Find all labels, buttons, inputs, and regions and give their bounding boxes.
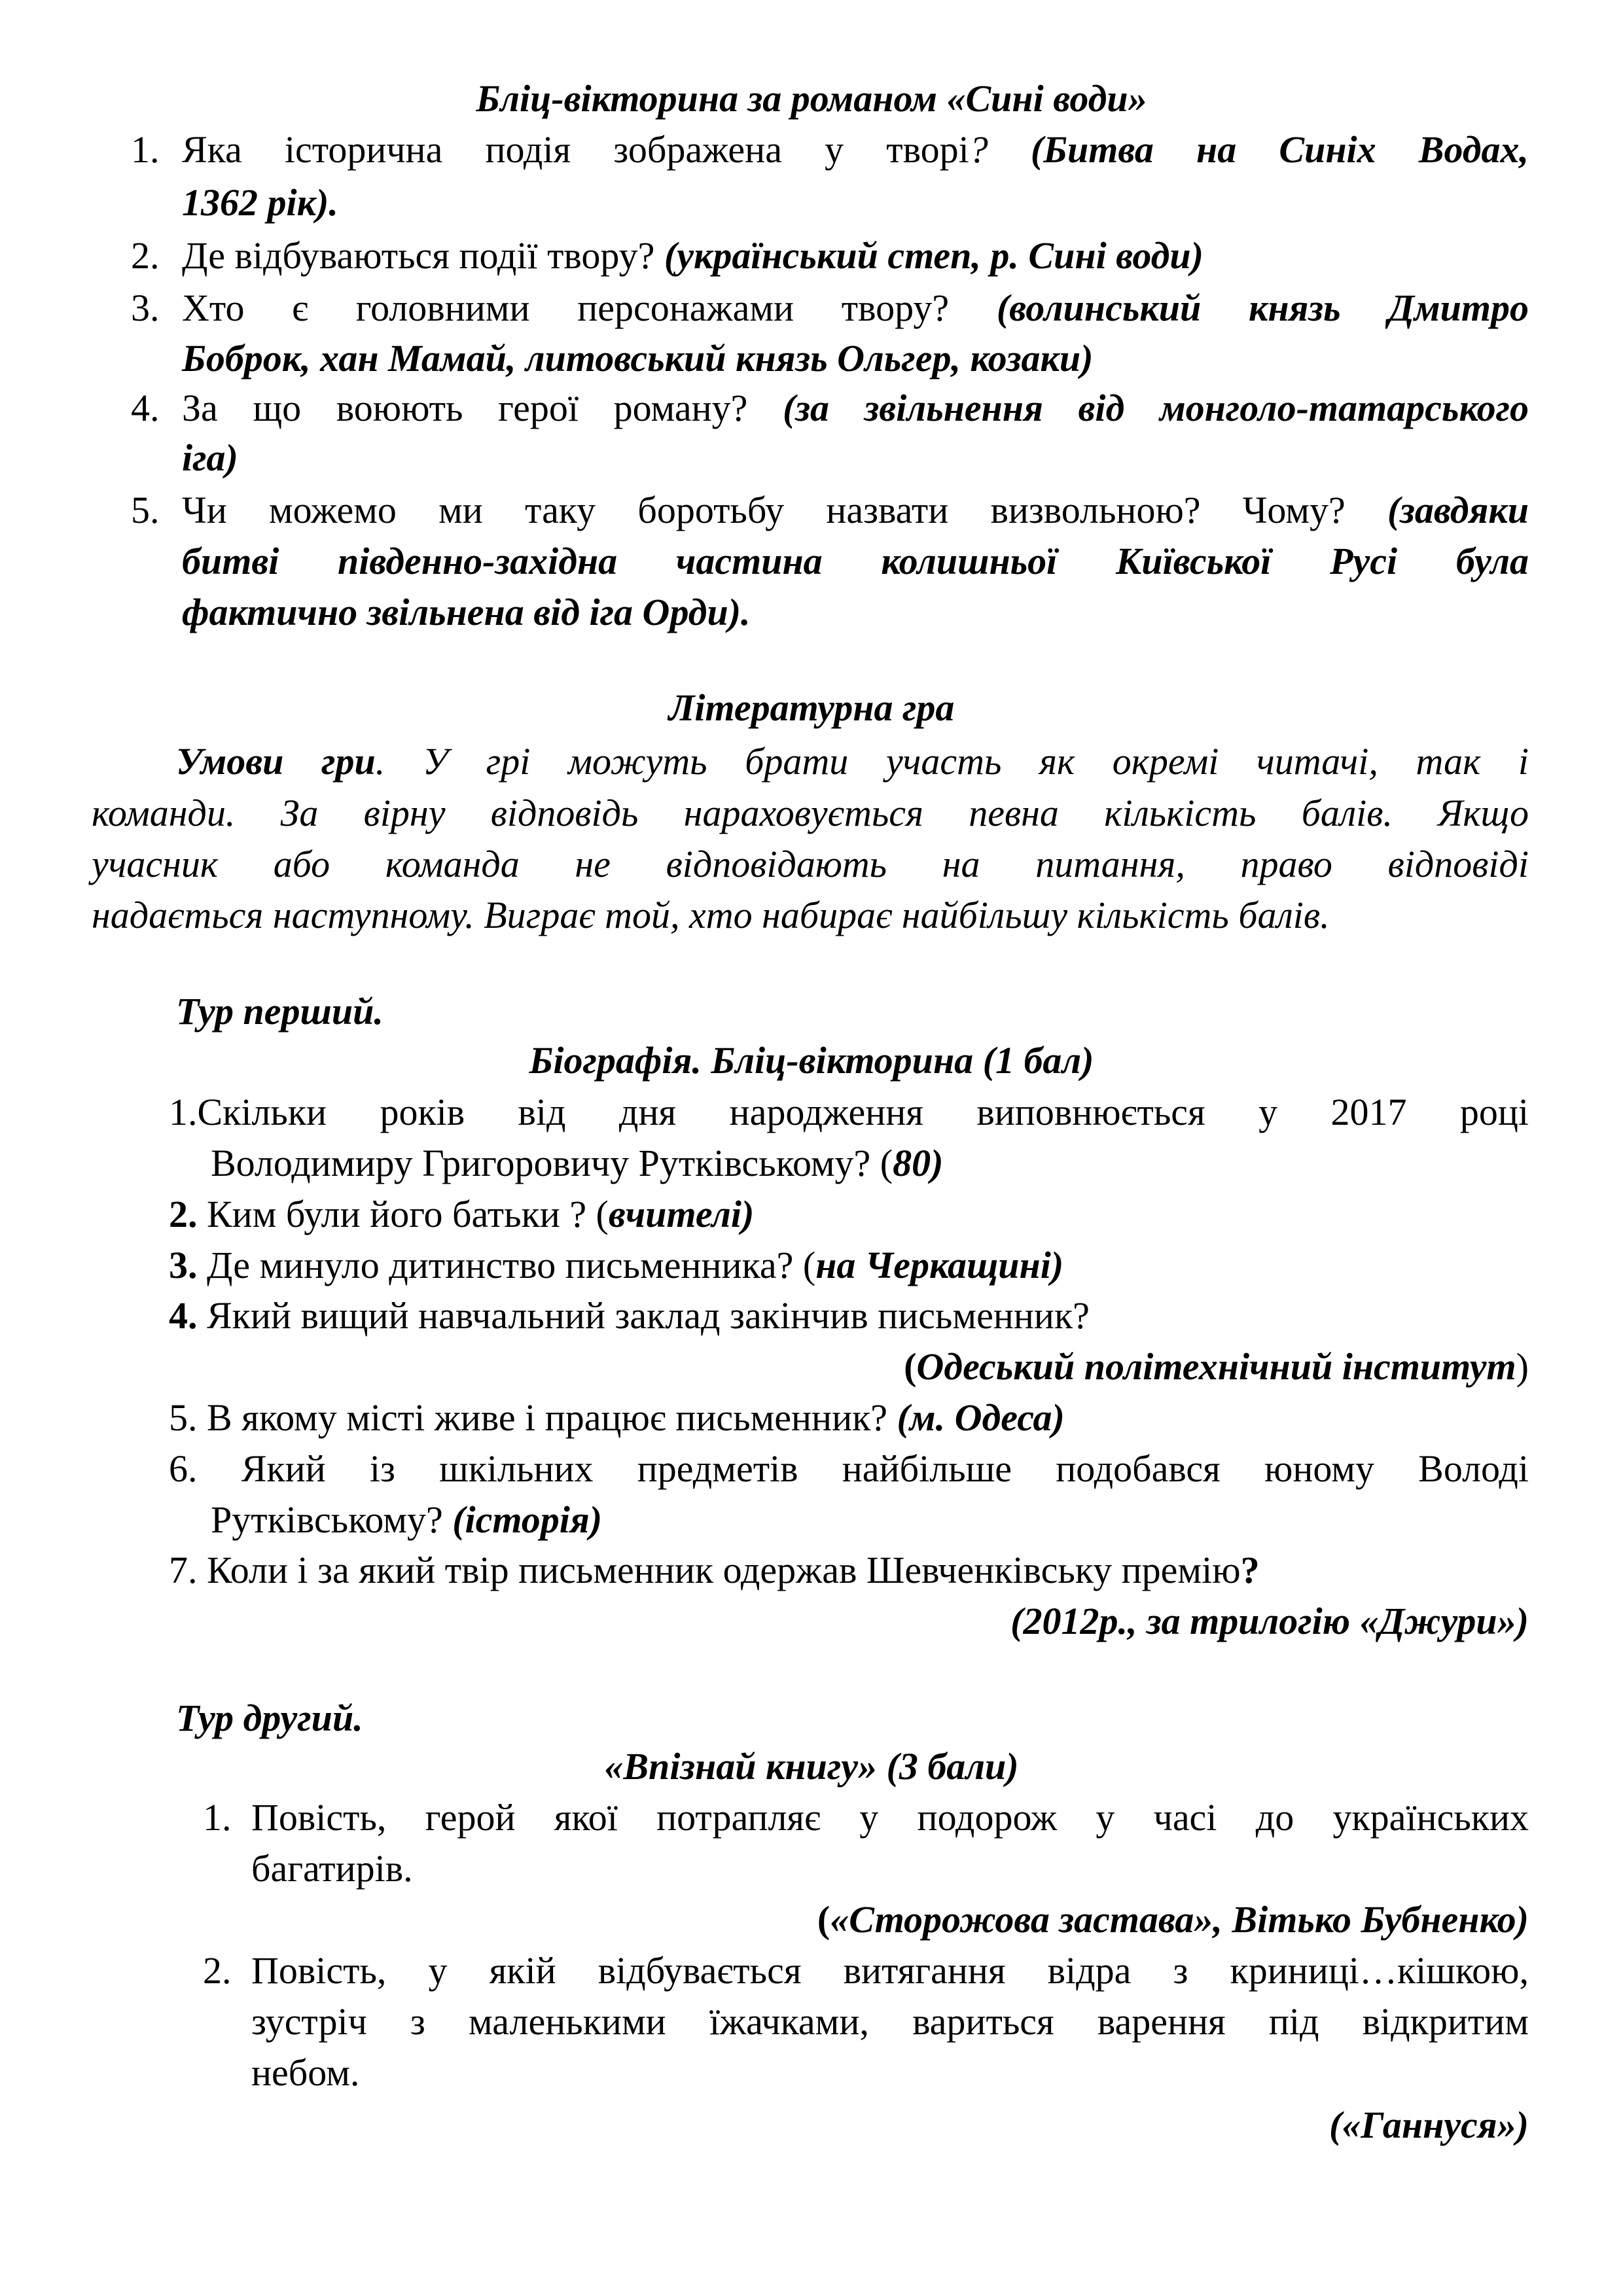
round1-q1-cont bbox=[211, 1140, 943, 1187]
round1-q2 bbox=[169, 1191, 754, 1238]
game-rules-line-1 bbox=[176, 738, 1529, 785]
round2-item-2-answer: («Ганнуся») bbox=[1329, 2104, 1529, 2146]
round1-q4 bbox=[169, 1292, 1090, 1339]
quiz-answer: (за звільнення від монголо-татарського bbox=[783, 387, 1529, 429]
quiz-item-1 bbox=[182, 126, 1529, 173]
quiz-question: Хто є головними персонажами твору? bbox=[182, 287, 950, 329]
q-text: Де минуло дитинство письменника? ( bbox=[207, 1244, 816, 1286]
quiz-answer-cont: битві південно-західна частина колишньої Київської Русі була bbox=[182, 540, 1529, 582]
q-answer: вчителі) bbox=[608, 1193, 755, 1235]
round2-item-1-cont: багатирів. bbox=[251, 1847, 413, 1890]
q-answer: 80) bbox=[893, 1142, 944, 1184]
round2-item-2-cont: небом. bbox=[251, 2051, 360, 2094]
quiz-answer: (український степ, р. Сині води) bbox=[664, 234, 1204, 277]
quiz-item-num: 2. bbox=[131, 234, 160, 277]
round1-q3 bbox=[169, 1242, 1063, 1289]
quiz-item-4 bbox=[182, 385, 1529, 432]
round2-item-1: Повість, герой якої потрапляє у подорож у часі до українських bbox=[251, 1796, 1529, 1839]
game-rules-line-2: команди. За вірну відповідь нараховується певна кількість балів. Якщо bbox=[92, 792, 1529, 834]
quiz-question: Яка історична подія зображена у творі bbox=[182, 128, 969, 171]
quiz-item-3 bbox=[182, 285, 1529, 332]
round2-item-2-cont: зустріч з маленькими їжачками, вариться варення під відкритим bbox=[251, 2000, 1529, 2043]
q-text: Скільки років від дня народження виповнюється у 2017 році bbox=[197, 1091, 1529, 1133]
quiz-item-num: 3. bbox=[131, 287, 160, 329]
question-mark: ? bbox=[969, 128, 988, 171]
quiz-answer-cont: Боброк, хан Мамай, литовський князь Ольгер, козаки) bbox=[182, 337, 1094, 380]
quiz-answer: (Битва на Синіх Водах, bbox=[1030, 128, 1529, 171]
quiz-answer: (завдяки bbox=[1387, 489, 1529, 531]
round2-item-2: Повість, у якій відбувається витягання відра з криниці…кішкою, bbox=[251, 1949, 1529, 1992]
round1-q5 bbox=[169, 1394, 1065, 1441]
q-text: 7. Коли і за який твір письменник одержав Шевченківську премію bbox=[169, 1549, 1241, 1591]
question-mark: ? bbox=[1240, 1549, 1260, 1591]
q-answer: «Сторожова застава», Вітько Бубненко) bbox=[830, 1898, 1529, 1941]
q-answer: на Черкащині) bbox=[815, 1244, 1064, 1286]
quiz-item-num: 5. bbox=[131, 489, 160, 531]
quiz-question: Де відбуваються події твору? bbox=[182, 234, 655, 277]
round1-q6-cont bbox=[211, 1496, 602, 1544]
q-text: Ким були його батьки ? ( bbox=[207, 1193, 609, 1235]
paren: ( bbox=[817, 1898, 830, 1941]
round2-label: Тур другий. bbox=[176, 1697, 363, 1739]
paren: ( bbox=[904, 1345, 917, 1388]
quiz-answer-cont: фактично звільнена від іга Орди). bbox=[182, 591, 751, 633]
round2-subtitle: «Впізнай книгу» (3 бали) bbox=[604, 1745, 1019, 1788]
quiz-item-5 bbox=[182, 487, 1529, 534]
q-num: 1. bbox=[169, 1091, 198, 1133]
quiz-title: Бліц-вікторина за романом «Сині води» bbox=[476, 77, 1147, 120]
quiz-item-num: 1. bbox=[131, 128, 160, 171]
quiz-item-2 bbox=[182, 232, 1204, 279]
round2-item-num: 1. bbox=[203, 1796, 232, 1839]
q-text: Володимиру Григоровичу Рутківському? ( bbox=[211, 1142, 893, 1184]
round2-item-1-answer bbox=[92, 1896, 1529, 1943]
q-num: 3. bbox=[169, 1244, 198, 1286]
quiz-question: Чи можемо ми таку боротьбу назвати визвольною? Чому? bbox=[182, 489, 1346, 531]
rules-label: Умови гри bbox=[176, 740, 376, 783]
paren: ) bbox=[1516, 1345, 1529, 1388]
q-answer: Одеський політехнічний інститут bbox=[916, 1345, 1516, 1388]
rules-text: . У грі можуть брати участь як окремі читачі, так і bbox=[375, 740, 1529, 783]
game-rules-line-3: учасник або команда не відповідають на питання, право відповіді bbox=[92, 843, 1529, 885]
round1-label: Тур перший. bbox=[176, 990, 383, 1033]
q-text: 5. В якому місті живе і працює письменник? bbox=[169, 1396, 888, 1439]
round1-q4-answer bbox=[92, 1343, 1529, 1390]
quiz-answer-cont: іга) bbox=[182, 436, 238, 479]
q-answer: (історія) bbox=[452, 1498, 603, 1541]
q-num: 4. bbox=[169, 1294, 198, 1337]
quiz-item-num: 4. bbox=[131, 387, 160, 429]
quiz-answer: (волинський князь Дмитро bbox=[996, 287, 1529, 329]
q-answer: (м. Одеса) bbox=[897, 1396, 1065, 1439]
q-text: Який вищий навчальний заклад закінчив письменник? bbox=[207, 1294, 1090, 1337]
game-title: Літературна гра bbox=[668, 686, 955, 729]
quiz-question: За що воюють герої роману? bbox=[182, 387, 748, 429]
round2-item-num: 2. bbox=[203, 1949, 232, 1992]
round1-q7-answer: (2012р., за трилогію «Джури») bbox=[1010, 1600, 1529, 1642]
round1-subtitle: Біографія. Бліц-вікторина (1 бал) bbox=[529, 1039, 1094, 1082]
quiz-answer-cont: 1362 рік). bbox=[182, 181, 338, 224]
round1-q1 bbox=[169, 1089, 1529, 1136]
game-rules-line-4: надається наступному. Виграє той, хто набирає найбільшу кількість балів. bbox=[92, 894, 1330, 936]
round1-q6: 6. Який із шкільних предметів найбільше подобався юному Володі bbox=[169, 1447, 1529, 1490]
round1-q7 bbox=[169, 1547, 1260, 1594]
q-num: 2. bbox=[169, 1193, 198, 1235]
q-text: Рутківському? bbox=[211, 1498, 443, 1541]
